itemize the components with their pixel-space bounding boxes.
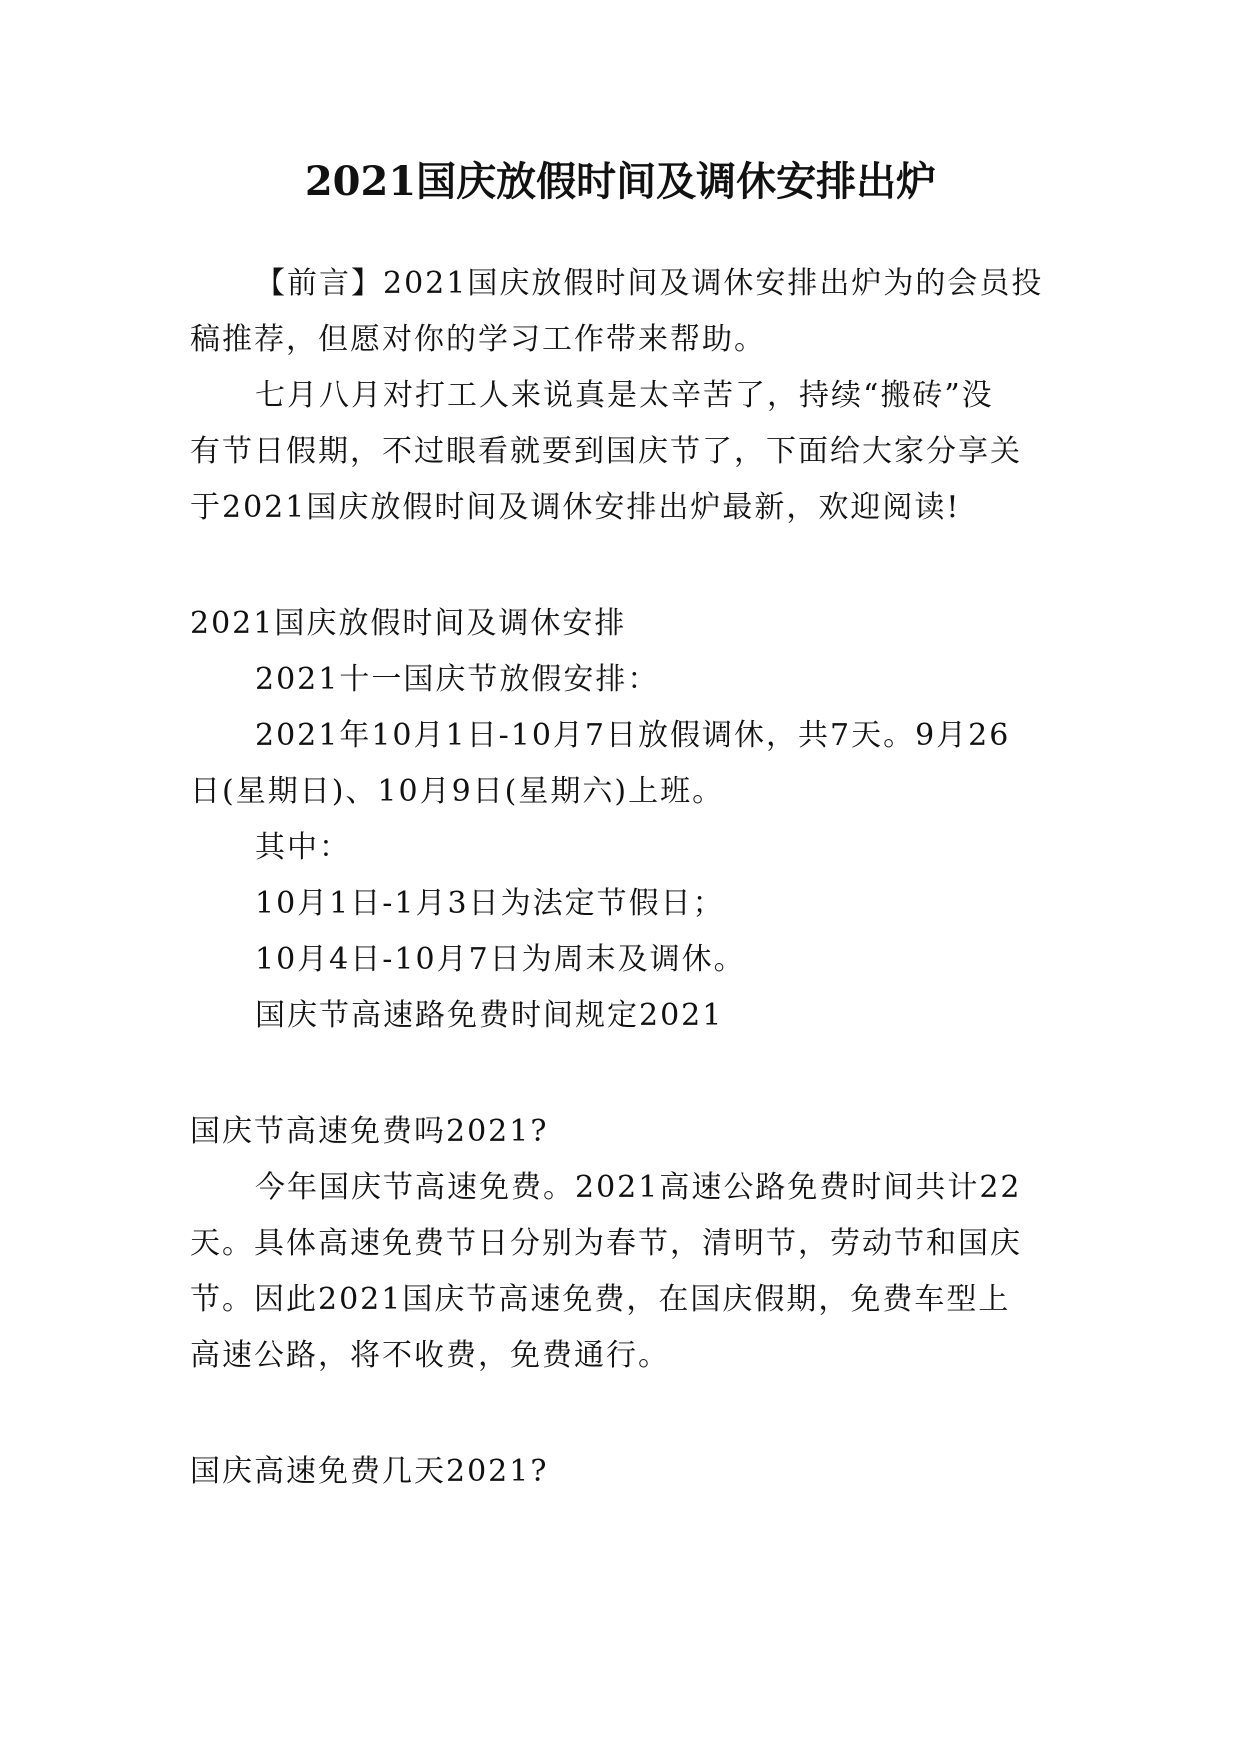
paragraph-weekend-adjust: 10月4日-10月7日为周末及调休。 <box>255 942 746 977</box>
section-heading-highway-days: 国庆高速免费几天2021? <box>190 1454 549 1489</box>
paragraph-intro-line-3: 于2021国庆放假时间及调休安排出炉最新，欢迎阅读! <box>190 490 961 525</box>
paragraph-intro-line-1: 七月八月对打工人来说真是太辛苦了，持续“搬砖”没 <box>255 378 994 413</box>
paragraph-preface-line-1: 【前言】2021国庆放假时间及调休安排出炉为的会员投 <box>255 266 1044 301</box>
paragraph-dates-line-2: 日(星期日)、10月9日(星期六)上班。 <box>190 774 725 809</box>
section-heading-holiday: 2021国庆放假时间及调休安排 <box>190 606 627 641</box>
paragraph-dates-line-1: 2021年10月1日-10月7日放假调休，共7天。9月26 <box>255 718 1011 753</box>
section-heading-highway-free: 国庆节高速免费吗2021? <box>190 1114 549 1149</box>
paragraph-highway-line-4: 高速公路，将不收费，免费通行。 <box>190 1338 670 1373</box>
paragraph-arrangement-heading: 2021十一国庆节放假安排： <box>255 662 660 697</box>
paragraph-highway-line-3: 节。因此2021国庆节高速免费，在国庆假期，免费车型上 <box>190 1282 1011 1317</box>
paragraph-preface-line-2: 稿推荐，但愿对你的学习工作带来帮助。 <box>190 322 766 357</box>
paragraph-intro-line-2: 有节日假期，不过眼看就要到国庆节了，下面给大家分享关 <box>190 434 1022 469</box>
paragraph-highway-line-1: 今年国庆节高速免费。2021高速公路免费时间共计22 <box>255 1170 1022 1205</box>
paragraph-among: 其中： <box>255 830 351 865</box>
document-title: 2021国庆放假时间及调休安排出炉 <box>304 158 937 205</box>
paragraph-legal-holiday: 10月1日-1月3日为法定节假日； <box>255 886 725 921</box>
paragraph-highway-line-2: 天。具体高速免费节日分别为春节，清明节，劳动节和国庆 <box>190 1226 1022 1261</box>
paragraph-highway-rule: 国庆节高速路免费时间规定2021 <box>255 998 724 1033</box>
